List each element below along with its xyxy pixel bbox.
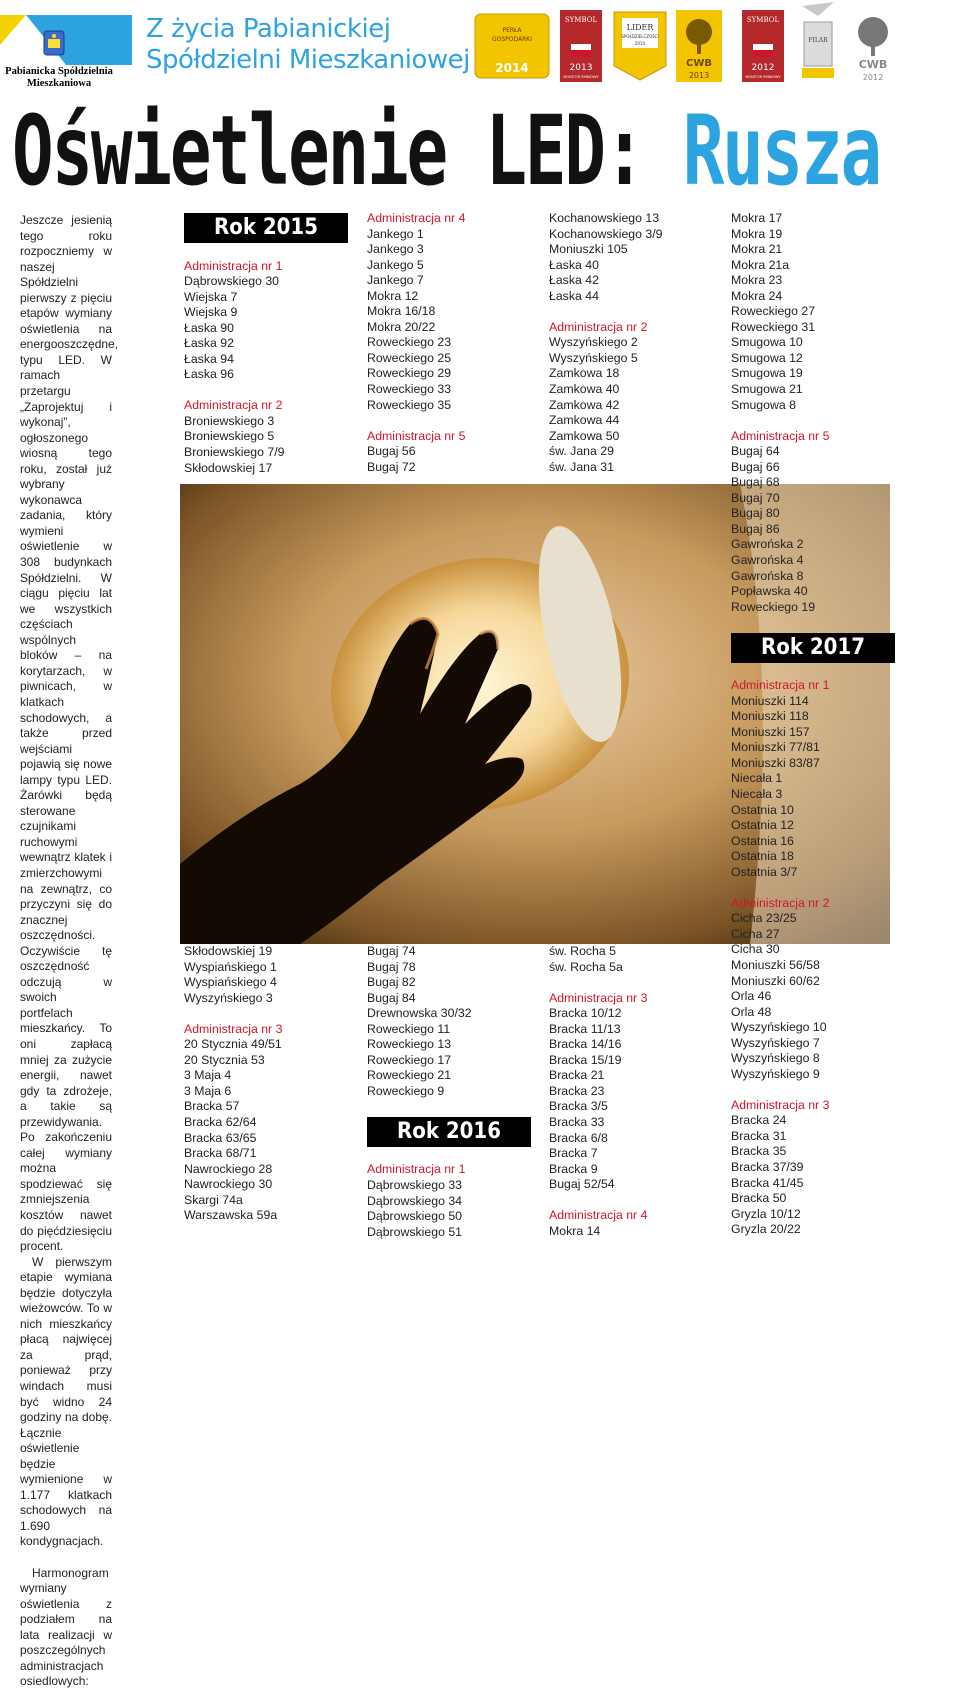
address-item: Roweckiego 33 [367, 382, 452, 397]
address-item: Bracka 24 [731, 1113, 787, 1128]
address-item: Bugaj 74 [367, 944, 416, 958]
address-item: Smugowa 10 [731, 335, 803, 350]
address-item: Łaska 96 [184, 367, 234, 382]
org-name-line2: Mieszkaniowa [26, 78, 92, 89]
address-item: Zamkowa 50 [549, 428, 620, 443]
schedule-column-1-top [184, 211, 354, 476]
address-item: Łaska 40 [549, 257, 599, 272]
headline-part2: Rusza [682, 95, 880, 207]
address-item: św. Jana 31 [549, 459, 614, 474]
address-item: Orla 46 [731, 989, 772, 1004]
address-item: Zamkowa 44 [549, 413, 620, 428]
administration-heading: Administracja nr 1 [184, 258, 283, 273]
administration-heading: Administracja nr 2 [731, 895, 830, 910]
award-badge-symbol-2013-icon [560, 10, 602, 82]
address-item: Ostatnia 16 [731, 833, 794, 848]
spacer [367, 1147, 537, 1163]
spacer [731, 413, 901, 429]
address-item: Jankego 5 [367, 257, 424, 272]
address-item: Cicha 30 [731, 942, 780, 957]
address-item: Moniuszki 60/62 [731, 973, 820, 988]
spacer [367, 413, 537, 429]
badge-3-mid: SPÓŁDZIELCZOŚCI [621, 34, 659, 39]
address-item: Moniuszki 105 [549, 242, 628, 257]
badge-2-bottom: MONITOR RYNKOWY [563, 75, 599, 79]
address-item: Bracka 3/5 [549, 1099, 608, 1114]
address-item: 3 Maja 6 [184, 1083, 232, 1098]
address-item: Roweckiego 35 [367, 397, 452, 412]
address-item: Roweckiego 11 [367, 1021, 451, 1036]
address-item: Bugaj 56 [367, 444, 416, 459]
year-heading: Rok 2016 [367, 1117, 531, 1147]
address-item: Mokra 24 [731, 288, 783, 303]
address-item: Smugowa 12 [731, 350, 803, 365]
address-item: Bugaj 72 [367, 459, 416, 474]
address-item: Bracka 15/19 [549, 1052, 622, 1067]
address-item: Roweckiego 9 [367, 1083, 445, 1098]
address-item: Wyszyńskiego 5 [549, 350, 638, 365]
address-item: Zamkowa 40 [549, 381, 620, 396]
address-item: Ostatnia 10 [731, 802, 794, 817]
intro-paragraph-2: W pierwszym etapie wymiana będzie dotyczyła wieżowców. To w nich mieszkańcy płacą najwięcej za prąd, ponieważ przy windach musi być widno 24 godziny na dobę. Łącznie oświetlenie będzie wymienione w 1.177 klatkach schodowych na 1.690 kondygnacjach. [20, 1254, 112, 1549]
org-name [0, 66, 118, 90]
spacer [731, 615, 901, 631]
address-item: Dąbrowskiego 30 [184, 274, 280, 289]
address-item: Nawrockiego 28 [184, 1161, 273, 1176]
address-item: Bugaj 66 [731, 459, 780, 474]
address-item: Ostatnia 12 [731, 818, 794, 833]
administration-heading: Administracja nr 3 [731, 1097, 830, 1112]
badge-2-year: 2013 [569, 63, 593, 73]
award-badge-cwb-2012-icon [848, 12, 898, 84]
schedule-column-2-top [367, 211, 537, 475]
address-item: Smugowa 21 [731, 382, 803, 397]
spacer [184, 383, 354, 399]
badge-6-top: FILAR [808, 37, 828, 44]
address-item: Kochanowskiego 3/9 [549, 226, 663, 241]
address-item: Wiejska 7 [184, 289, 238, 304]
address-item: Mokra 16/18 [367, 304, 436, 319]
badge-5-year: 2012 [751, 63, 775, 73]
org-name-line1: Pabianicka Spółdzielnia [5, 66, 113, 77]
address-item: Roweckiego 17 [367, 1052, 452, 1067]
address-item: Roweckiego 25 [367, 350, 452, 365]
address-item: Bracka 41/45 [731, 1175, 804, 1190]
badge-4-year: 2013 [688, 71, 710, 80]
magazine-title [146, 14, 470, 76]
badge-7-year: 2012 [862, 73, 884, 82]
badge-7-top: CWB [858, 58, 888, 71]
address-item: Bracka 68/71 [184, 1146, 257, 1161]
schedule-column-4 [731, 211, 901, 1238]
badge-3-year: 2014 [634, 41, 646, 46]
address-item: Mokra 19 [731, 226, 783, 241]
address-item: Orla 48 [731, 1004, 772, 1019]
address-item: św. Rocha 5 [549, 944, 616, 958]
administration-heading: Administracja nr 3 [549, 990, 648, 1005]
administration-heading: Administracja nr 5 [367, 428, 466, 443]
address-item: Bugaj 52/54 [549, 1177, 615, 1192]
coat-of-arms-icon [44, 31, 64, 55]
badge-5-bottom: MONITOR RYNKOWY [745, 75, 781, 79]
administration-heading: Administracja nr 1 [367, 1162, 466, 1177]
schedule-column-2-bottom [367, 944, 537, 1240]
address-item: Wyszyńskiego 9 [731, 1066, 820, 1081]
award-badge-filar-icon [794, 2, 840, 82]
address-item: Jankego 7 [367, 273, 424, 288]
spacer [184, 243, 354, 259]
address-item: Bugaj 64 [731, 444, 780, 459]
address-item: Dąbrowskiego 34 [367, 1193, 463, 1208]
spacer [549, 1193, 719, 1209]
badge-3-top: LIDER [626, 23, 654, 32]
address-item: Gryzla 20/22 [731, 1222, 801, 1237]
address-item: Bugaj 68 [731, 475, 780, 490]
address-item: Bracka 11/13 [549, 1021, 621, 1036]
address-item: Bracka 50 [731, 1191, 787, 1206]
spacer [549, 304, 719, 320]
schedule-column-3-top [549, 211, 719, 475]
address-item: Bracka 23 [549, 1083, 605, 1098]
address-item: Roweckiego 19 [731, 599, 816, 614]
address-item: Bracka 21 [549, 1068, 605, 1083]
year-heading: Rok 2015 [184, 213, 348, 243]
address-item: Nawrockiego 30 [184, 1177, 273, 1192]
address-item: Mokra 14 [549, 1223, 601, 1238]
address-item: Moniuszki 56/58 [731, 957, 820, 972]
address-item: 20 Stycznia 53 [184, 1052, 265, 1067]
address-item: Bracka 6/8 [549, 1130, 608, 1145]
address-item: Skłodowskiej 17 [184, 460, 273, 475]
address-item: Bugaj 84 [367, 990, 416, 1005]
address-item: Łaska 90 [184, 320, 234, 335]
address-item: Warszawska 59a [184, 1208, 278, 1223]
spacer [731, 880, 901, 896]
administration-heading: Administracja nr 4 [367, 211, 466, 225]
address-item: Niecała 1 [731, 771, 783, 786]
intro-paragraph-1: Jeszcze jesienią tego roku rozpoczniemy w naszej Spółdzielni pierwszy z pięciu etapów wymiany oświetlenia na energooszczędne, typu LED. W ramach przetargu „Zaprojektuj i wykonaj”, ogłoszonego wiosną tego roku, został już wybrany wykonawca zadania, który wymieni oświetlenie w 308 budynkach Spółdzielni. W ciągu pięciu lat we wszystkich częściach wspólnych bloków – na korytarzach, w piwnicach, w klatkach schodowych, a także przed wejściami pojawią się nowe lampy typu LED. Żarówki będą sterowane czujnikami ruchowymi wewnątrz klatek i zmierzchowymi na zewnątrz, co przyczyni się do znacznej oszczędności. Oczywiście tę oszczędność odczują w swoich portfelach mieszkańcy. To oni zapłacą mniej za zużycie energii, nawet gdy ta zdrożeje, a takie są przewidywania. Po zakończeniu całej wymiany można spodziewać się zmniejszenia kosztów nawet do pięćdziesięciu procent. [20, 213, 119, 1254]
year-heading: Rok 2017 [731, 633, 895, 663]
coop-logo-mark [0, 15, 132, 65]
address-item: Roweckiego 29 [367, 366, 452, 381]
spacer [184, 1006, 354, 1022]
address-item: Broniewskiego 3 [184, 413, 275, 428]
address-item: Bugaj 82 [367, 975, 416, 990]
address-item: Cicha 27 [731, 926, 780, 941]
magazine-title-line1: Z życia Pabianickiej [146, 14, 391, 44]
address-item: Smugowa 8 [731, 397, 796, 412]
award-badge-lider-icon [612, 10, 668, 82]
address-item: Dąbrowskiego 50 [367, 1209, 463, 1224]
address-item: Mokra 17 [731, 211, 783, 225]
address-item: Wiejska 9 [184, 305, 238, 320]
address-item: Skłodowskiej 19 [184, 944, 273, 958]
address-item: Bugaj 70 [731, 490, 780, 505]
address-item: Mokra 20/22 [367, 319, 436, 334]
address-item: Ostatnia 18 [731, 849, 794, 864]
spacer [731, 1082, 901, 1098]
address-item: Drewnowska 30/32 [367, 1006, 472, 1021]
magazine-title-line2: Spółdzielni Mieszkaniowej [146, 45, 470, 75]
administration-heading: Administracja nr 4 [549, 1208, 648, 1223]
address-item: Niecała 3 [731, 787, 783, 801]
badge-2-top: SYMBOL [564, 16, 598, 24]
address-item: Smugowa 19 [731, 366, 803, 381]
address-item: Kochanowskiego 13 [549, 211, 660, 225]
award-badge-symbol-2012-icon [742, 10, 784, 82]
address-item: św. Rocha 5a [549, 959, 623, 974]
address-item: Bracka 9 [549, 1161, 598, 1176]
address-item: Moniuszki 114 [731, 693, 809, 708]
address-item: Gawrońska 4 [731, 552, 804, 567]
badge-5-top: SYMBOL [746, 16, 780, 24]
address-item: Mokra 21 [731, 242, 783, 257]
award-badge-perla-icon [474, 10, 550, 82]
address-item: Popławska 40 [731, 584, 808, 599]
address-item: Wyspiańskiego 1 [184, 959, 277, 974]
address-item: św. Jana 29 [549, 444, 614, 459]
address-item: Wyszyńskiego 7 [731, 1035, 820, 1050]
schedule-column-3-bottom [549, 944, 719, 1239]
address-item: Gawrońska 8 [731, 568, 804, 583]
address-item: 20 Stycznia 49/51 [184, 1037, 282, 1052]
address-item: Roweckiego 23 [367, 335, 452, 350]
address-item: Bracka 35 [731, 1144, 787, 1159]
administration-heading: Administracja nr 2 [549, 319, 648, 334]
address-item: Ostatnia 3/7 [731, 864, 798, 879]
address-item: Moniuszki 83/87 [731, 755, 820, 770]
address-item: Łaska 42 [549, 273, 599, 288]
badge-4-top: CWB [686, 58, 712, 69]
administration-heading: Administracja nr 1 [731, 678, 830, 693]
address-item: Bugaj 86 [731, 521, 780, 536]
address-item: Mokra 23 [731, 273, 783, 288]
address-item: Skargi 74a [184, 1192, 243, 1207]
address-item: Gawrońska 2 [731, 537, 804, 552]
spacer [549, 975, 719, 991]
administration-heading: Administracja nr 5 [731, 428, 830, 443]
intro-text [20, 213, 119, 1690]
address-item: Bracka 10/12 [549, 1006, 622, 1021]
address-item: Mokra 12 [367, 288, 419, 303]
schedule-column-1-bottom [184, 944, 354, 1224]
address-item: Bracka 33 [549, 1114, 605, 1129]
address-item: Wyspiańskiego 4 [184, 975, 277, 990]
address-item: Łaska 44 [549, 288, 599, 303]
badge-1-year: 2014 [495, 61, 529, 75]
award-badge-cwb-2013-icon [676, 10, 722, 82]
address-item: Dąbrowskiego 51 [367, 1224, 463, 1239]
intro-paragraph-3: Harmonogram wymiany oświetlenia z podziałem na lata realizacji w poszczególnych administracjach osiedlowych: [20, 1565, 112, 1689]
address-item: Roweckiego 13 [367, 1037, 452, 1052]
address-item: Zamkowa 42 [549, 397, 620, 412]
address-item: Wyszyńskiego 2 [549, 335, 638, 350]
address-item: Bugaj 78 [367, 959, 416, 974]
address-item: Bracka 37/39 [731, 1160, 804, 1175]
address-item: Bracka 7 [549, 1146, 598, 1161]
address-item: Mokra 21a [731, 257, 790, 272]
address-item: Bugaj 80 [731, 506, 780, 521]
address-item: Roweckiego 31 [731, 319, 816, 334]
headline-part1: Oświetlenie LED: [12, 95, 683, 207]
headline [12, 96, 880, 206]
address-item: Wyszyńskiego 3 [184, 990, 273, 1005]
address-item: Zamkowa 18 [549, 366, 620, 381]
address-item: Broniewskiego 5 [184, 429, 275, 444]
address-item: Bracka 57 [184, 1099, 240, 1114]
address-item: Wyszyńskiego 8 [731, 1051, 820, 1066]
address-item: Wyszyńskiego 10 [731, 1020, 827, 1035]
badge-1-mid: GOSPODARKI [491, 36, 533, 43]
address-item: Bracka 31 [731, 1128, 787, 1143]
address-item: Broniewskiego 7/9 [184, 445, 285, 460]
spacer [367, 1099, 537, 1115]
address-item: 3 Maja 4 [184, 1068, 232, 1083]
address-item: Moniuszki 77/81 [731, 740, 820, 755]
address-item: Jankego 3 [367, 242, 424, 257]
badge-1-top: PERŁA [502, 27, 522, 34]
address-item: Jankego 1 [367, 226, 424, 241]
spacer [731, 663, 901, 679]
address-item: Bracka 62/64 [184, 1114, 257, 1129]
address-item: Bracka 63/65 [184, 1130, 257, 1145]
address-item: Cicha 23/25 [731, 911, 797, 926]
address-item: Gryzla 10/12 [731, 1206, 801, 1221]
address-item: Dąbrowskiego 33 [367, 1178, 463, 1193]
address-item: Łaska 92 [184, 336, 234, 351]
administration-heading: Administracja nr 2 [184, 398, 283, 413]
address-item: Moniuszki 118 [731, 709, 809, 724]
address-item: Moniuszki 157 [731, 724, 810, 739]
address-item: Bracka 14/16 [549, 1037, 622, 1052]
address-item: Roweckiego 21 [367, 1068, 452, 1083]
address-item: Łaska 94 [184, 351, 234, 366]
address-item: Roweckiego 27 [731, 304, 816, 319]
administration-heading: Administracja nr 3 [184, 1021, 283, 1036]
